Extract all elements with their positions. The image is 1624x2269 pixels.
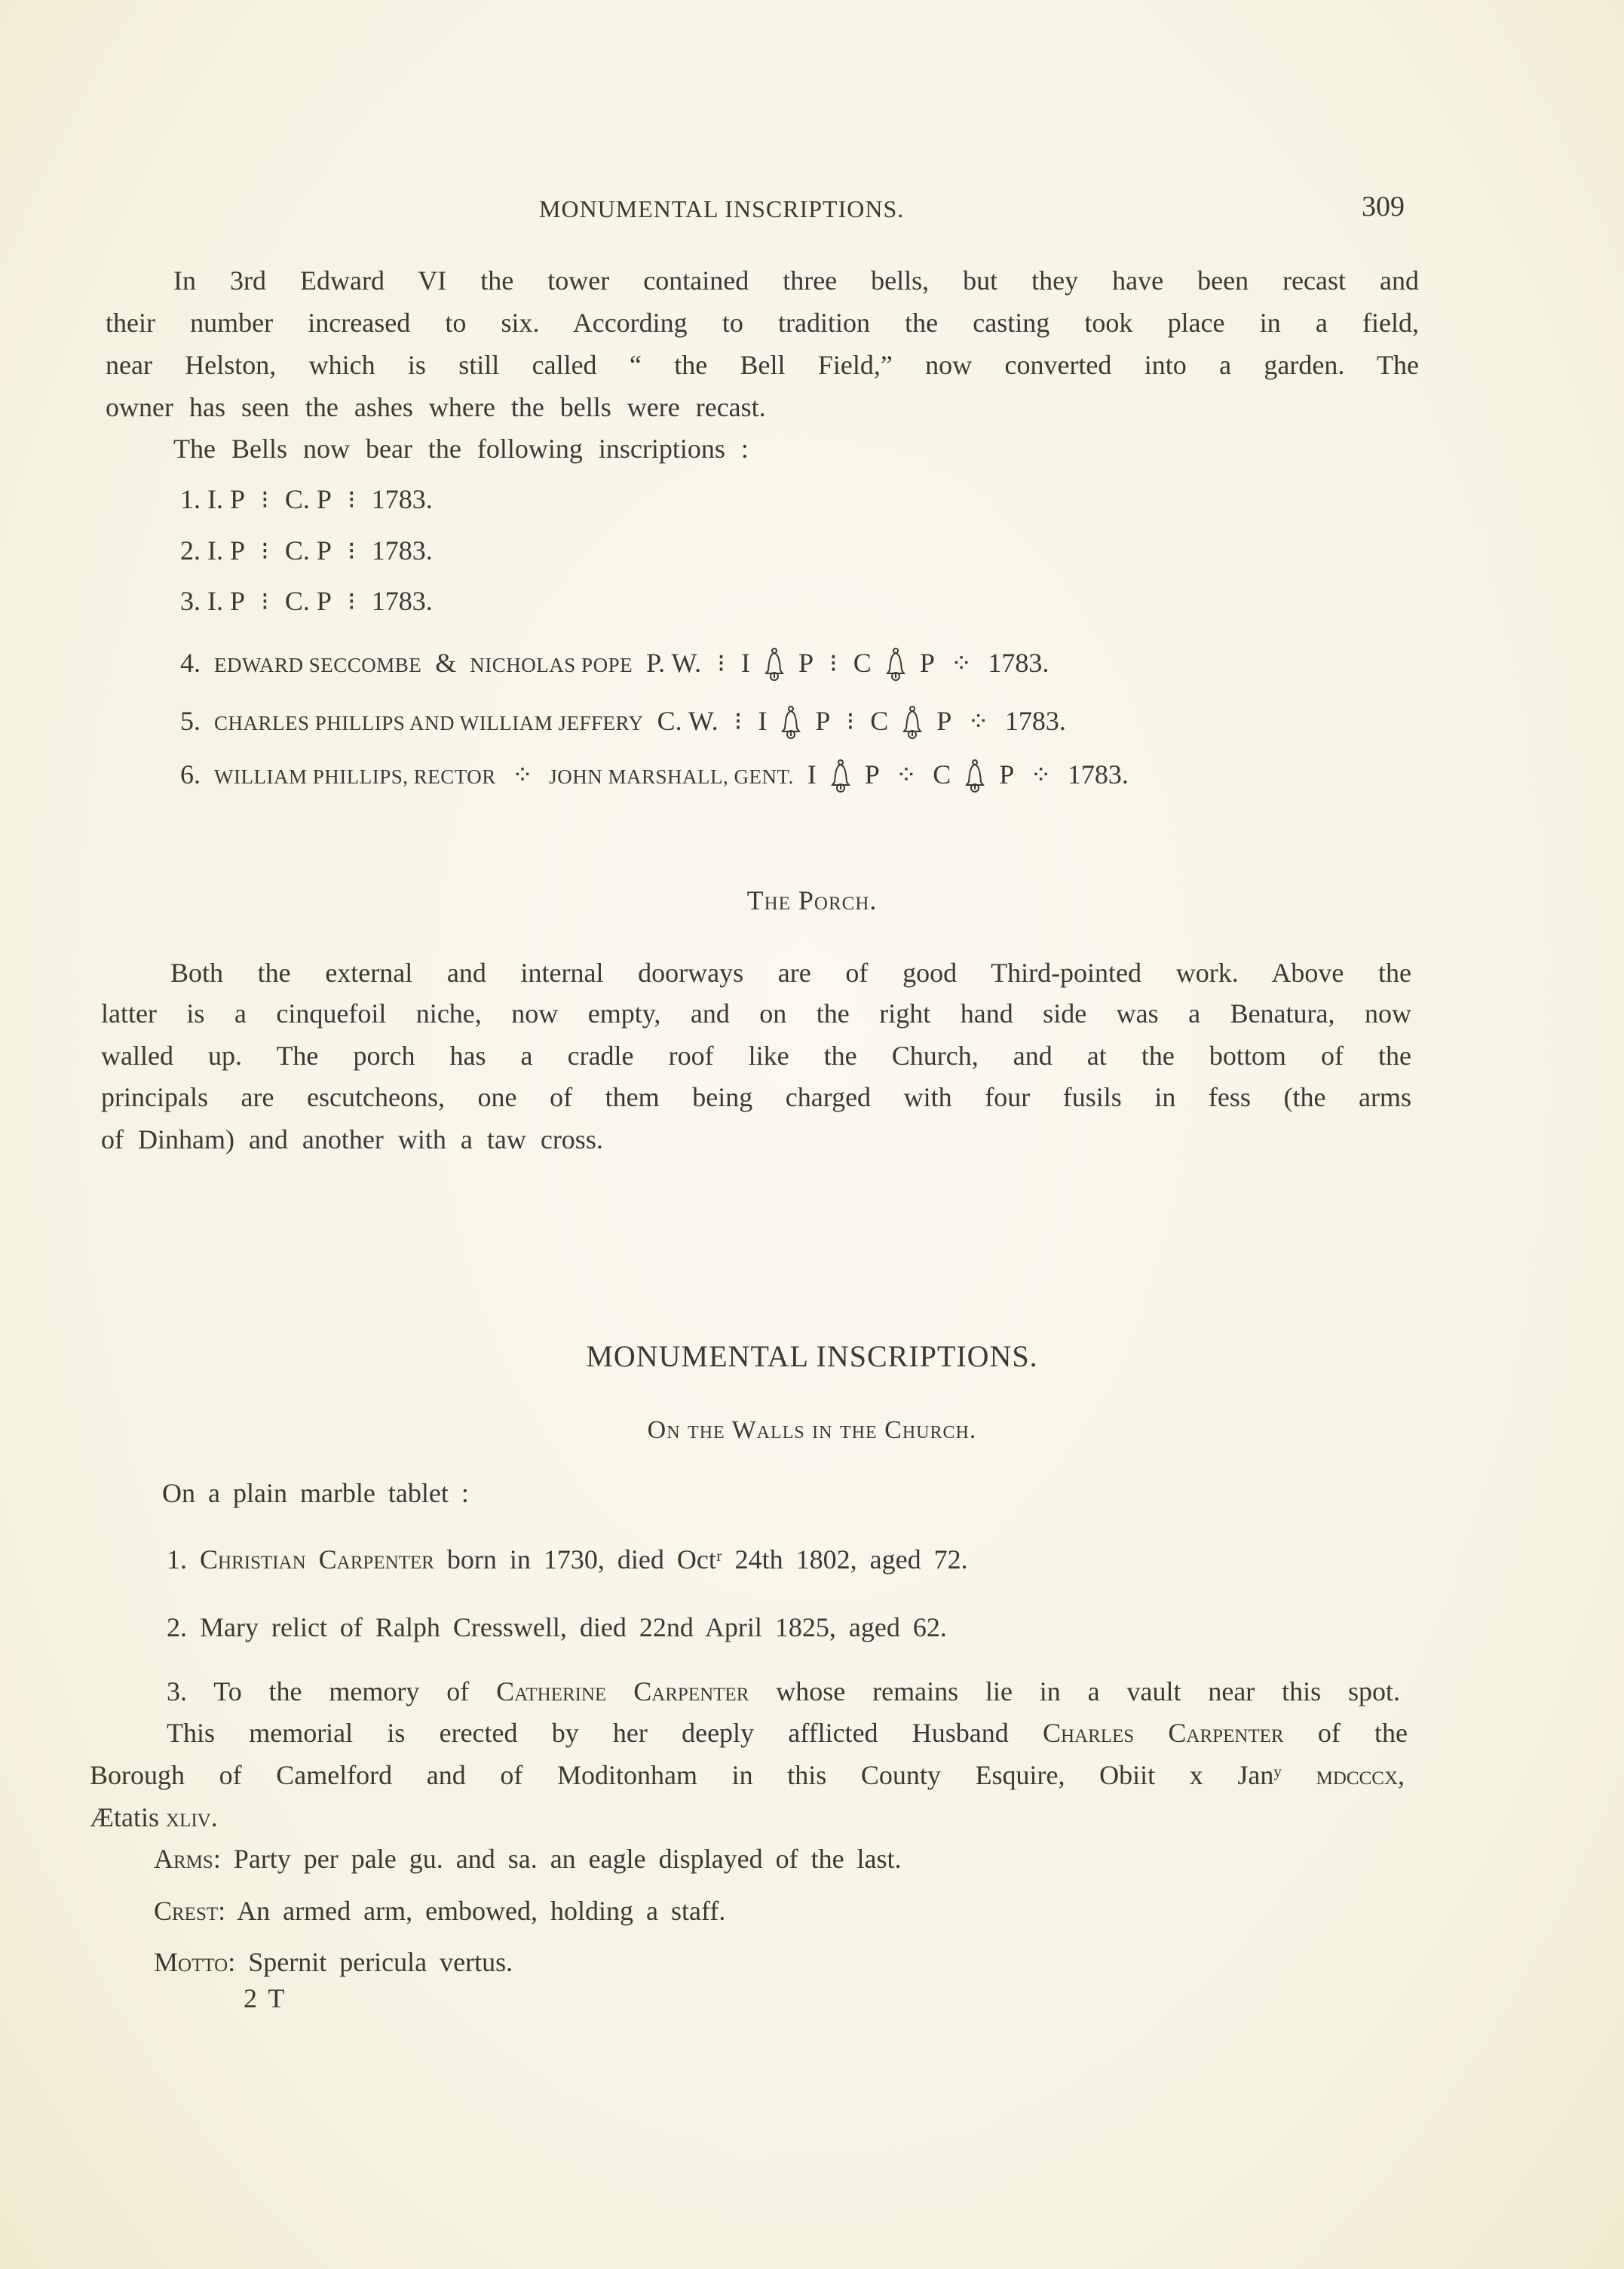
inscription-text: 1783. (371, 484, 433, 514)
inscription-text: P (936, 706, 952, 736)
inscription-text: 2. I. P (180, 535, 246, 566)
inscription-text: C (870, 706, 889, 736)
label: Crest (154, 1896, 219, 1926)
inscription-text: P (999, 759, 1015, 790)
running-title: MONUMENTAL INSCRIPTIONS. (539, 195, 905, 222)
bell-inscription-6 (173, 758, 1135, 793)
bell-icon (780, 706, 802, 739)
inscription-text: I (758, 706, 768, 736)
inscription-text: P (864, 759, 880, 790)
donor-names: NICHOLAS POPE (470, 654, 633, 676)
separator-dots: ⁝ (717, 650, 725, 678)
bells-intro: The Bells now bear the following inscriptions : (173, 434, 749, 464)
bell-inscription-2 (173, 534, 440, 569)
inscription-text: 1783. (371, 535, 433, 566)
text: This memorial is erected by her deeply afflicted Husband (167, 1718, 1009, 1748)
bell-inscription-1 (173, 483, 440, 517)
inscription-3-line (90, 1758, 1405, 1792)
inscription-text: & (435, 648, 457, 678)
inscription-text: 4. (180, 648, 201, 678)
inscription-text: 1. I. P (180, 484, 246, 514)
label: Motto (154, 1947, 228, 1977)
separator-dots: ⁘ (511, 762, 534, 790)
signature-mark: 2 T (244, 1983, 287, 2013)
roman-age: xliv. (166, 1802, 218, 1832)
arms-line (154, 1842, 902, 1875)
inscription-text: P (919, 648, 935, 678)
inscription-text: 1783. (988, 648, 1049, 678)
inscription-text: C. P (284, 586, 332, 616)
inscription-text: I (740, 648, 750, 678)
separator-dots: ⁝ (829, 650, 838, 678)
porch-line: Both the external and internal doorways are of good Third-pointed work. Above the (170, 958, 1411, 988)
entry-number: 1. (167, 1544, 187, 1575)
person-name: Christian Carpenter (200, 1544, 434, 1575)
inscription-text: P (798, 648, 814, 678)
separator-dots: ⁝ (261, 486, 269, 514)
porch-line: latter is a cinquefoil niche, now empty, and on the right hand side was a Benatura, now (101, 998, 1411, 1029)
text: : An armed arm, embowed, holding a staff. (218, 1896, 726, 1926)
donor-names: CHARLES PHILLIPS AND WILLIAM JEFFERY (214, 712, 644, 734)
text: whose remains lie in a vault near this spot. (776, 1676, 1401, 1706)
separator-dots: ⁘ (967, 708, 989, 736)
intro-line: near Helston, which is still called “ the Bell Field,” now converted into a garden. The (106, 350, 1419, 380)
person-name: Charles Carpenter (1042, 1718, 1284, 1748)
separator-dots: ⁝ (261, 588, 269, 616)
porch-line: principals are escutcheons, one of them being charged with four fusils in fess (the arms (101, 1082, 1411, 1112)
bell-icon (964, 759, 986, 793)
inscription-text: 6. (180, 759, 201, 790)
inscription-3-line (167, 1716, 1408, 1749)
inscription-text: 1783. (371, 586, 433, 616)
inscription-text: C. W. (657, 706, 719, 736)
inscription-text: C (853, 648, 872, 678)
separator-dots: ⁝ (846, 708, 855, 736)
separator-dots: ⁝ (734, 708, 743, 736)
intro-line: owner has seen the ashes where the bells were recast. (106, 392, 766, 422)
separator-dots: ⁝ (347, 538, 356, 566)
monuments-subheading: On the Walls in the Church. (647, 1416, 977, 1444)
bell-icon (884, 648, 907, 681)
inscription-text: P (815, 706, 831, 736)
motto-line (154, 1946, 513, 1979)
donor-names: EDWARD SECCOMBE (214, 654, 422, 676)
inscription-2: 2. Mary relict of Ralph Cresswell, died 22nd April 1825, aged 62. (167, 1612, 947, 1642)
separator-dots: ⁘ (895, 762, 918, 790)
inscription-text: 1783. (1004, 706, 1066, 736)
inscription-3-line (90, 1801, 218, 1834)
separator-dots: ⁘ (1030, 762, 1052, 790)
inscription-text: 1783. (1067, 759, 1129, 790)
person-name: Catherine Carpenter (496, 1676, 749, 1706)
entry-text: born in 1730, died Octʳ 24th 1802, aged 72. (446, 1544, 968, 1575)
bell-icon (901, 706, 924, 739)
page-number: 309 (1362, 191, 1405, 222)
inscription-text: P. W. (646, 648, 702, 678)
bell-icon (829, 759, 852, 793)
text: 3. To the memory of (167, 1676, 470, 1706)
text: of the (1317, 1718, 1408, 1748)
porch-line: of Dinham) and another with a taw cross. (101, 1124, 603, 1154)
inscription-text: I (807, 759, 817, 790)
text: : Party per pale gu. and sa. an eagle displayed of the last. (213, 1844, 902, 1874)
bell-inscription-4 (173, 646, 1056, 682)
inscription-text: 3. I. P (180, 586, 246, 616)
separator-dots: ⁝ (347, 486, 356, 514)
inscription-text: 5. (180, 706, 201, 736)
porch-line: walled up. The porch has a cradle roof like the Church, and at the bottom of the (101, 1041, 1411, 1071)
bell-icon (763, 648, 786, 681)
text: : Spernit pericula vertus. (228, 1947, 513, 1977)
separator-dots: ⁝ (347, 588, 356, 616)
inscription-3-line (167, 1675, 1400, 1708)
inscription-text: C. P (284, 484, 332, 514)
text: Borough of Camelford and of Moditonham in this County Esquire, Obiit x Janʸ (90, 1760, 1282, 1790)
text: Ætatis (90, 1802, 160, 1832)
separator-dots: ⁘ (950, 650, 973, 678)
donor-names: WILLIAM PHILLIPS, RECTOR (214, 765, 496, 788)
donor-names: JOHN MARSHALL, GENT. (549, 765, 794, 788)
inscription-1 (167, 1543, 968, 1576)
bell-inscription-3 (173, 584, 440, 619)
monuments-heading: MONUMENTAL INSCRIPTIONS. (586, 1339, 1038, 1373)
crest-line (154, 1894, 725, 1927)
label: Arms (154, 1844, 213, 1874)
inscription-text: C. P (284, 535, 332, 566)
porch-heading: The Porch. (746, 885, 878, 915)
intro-line: their number increased to six. According to tradition the casting took place in a field, (106, 308, 1419, 338)
roman-date: mdcccx, (1316, 1760, 1405, 1790)
bell-inscription-5 (173, 704, 1073, 740)
intro-line: In 3rd Edward VI the tower contained three bells, but they have been recast and (173, 265, 1419, 296)
separator-dots: ⁝ (261, 538, 269, 566)
tablet-intro: On a plain marble tablet : (162, 1478, 469, 1508)
inscription-text: C (933, 759, 951, 790)
